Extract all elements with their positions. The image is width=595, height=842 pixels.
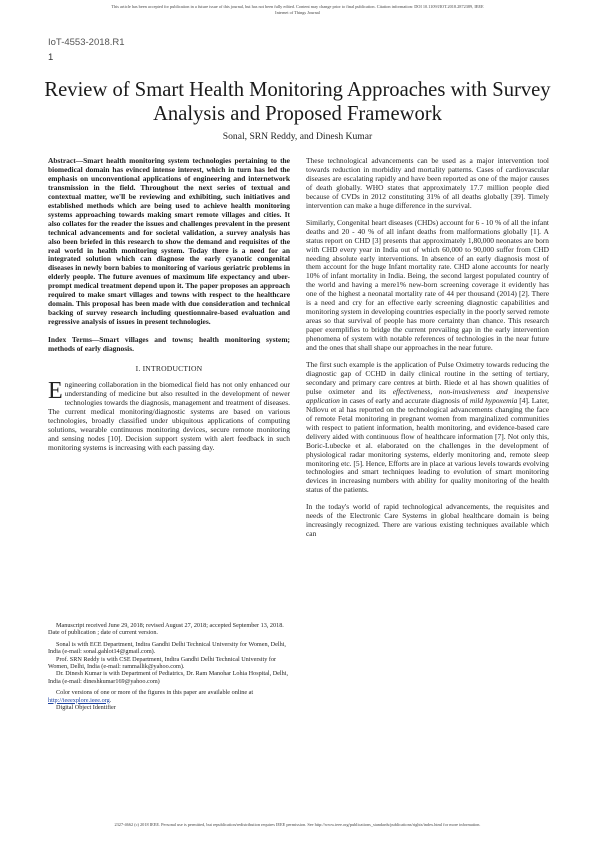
acceptance-banner	[10, 4, 585, 15]
banner-line-2: Internet of Things Journal	[275, 9, 320, 15]
section-heading-introduction: I. INTRODUCTION	[135, 364, 203, 374]
body-paragraph-1: These technological advancements can be used as a major intervention tool towards reduction in morbidity and mortality patterns. Cases of cardiovascular diseases are escalating rapidly and have been reported as one of the major causes of death globally. WHO states that approximately 17.7 million people died because of CVDs in 2012 constituting 31% of all deaths globally [39]. Timely intervention can make a huge difference in the survival.	[306, 156, 549, 210]
footnote-doi: Digital Object Identifier	[56, 704, 116, 712]
footnotes	[48, 622, 290, 715]
p3-part-c: [4]. Later, Ndlovu et al has reported on the technological advancements changing the face of remote Fetal monitoring in pregnant women from marginalized communities with respect to patient information, health monitoring, and evidence-based care delivery aided with continuous flow of healthcare information [7]. Not only this, Boric-Lubecke et al. elaborated on the challenges in the development of physiological radar monitoring systems, elderly monitoring and, remote sleep monitoring etc. [5]. Hence, Efforts are in place at various levels towards evolving technologies and smart techniques leading to evolution of smart monitoring devices in increasing numbers with ability for quality monitoring of the health status of the patients.	[306, 395, 549, 495]
color-note-suffix: .	[109, 696, 112, 704]
p3-emphasis-2: mild hypoxemia	[469, 395, 518, 405]
footnote-color-versions	[48, 689, 290, 704]
footnote-received: Manuscript received June 29, 2018; revised August 27, 2018; accepted September 13, 2018. Date of publication ; date of current version.	[48, 622, 284, 637]
paper-title: Review of Smart Health Monitoring Approaches with Survey Analysis and Proposed Framework	[44, 79, 551, 125]
manuscript-id: IoT-4553-2018.R1	[48, 37, 125, 48]
right-column	[306, 157, 549, 547]
author-list: Sonal, SRN Reddy, and Dinesh Kumar	[222, 131, 373, 142]
banner-line-1: This article has been accepted for publication in a future issue of this journal, but has not been fully edited. Content may change prior to final publication. Citation information: DOI 10.1109/JIOT.2018.2872389, IEEE	[111, 4, 484, 9]
body-paragraph-3	[306, 361, 549, 495]
p3-emphasis-1: effectiveness, non-invasiveness and inexpensive application	[306, 386, 549, 405]
p3-part-b: in cases of early and accurate diagnosis of	[339, 395, 470, 405]
page-number: 1	[48, 52, 54, 63]
body-paragraph-4: In the today's world of rapid technological advancements, the requisites and needs of the Electronic Care Systems in global healthcare domain is being increasingly recognized. There are various existing techniques available which can	[306, 502, 549, 539]
footnote-author-kumar: Dr. Dinesh Kumar is with Department of Pediatrics, Dr. Ram Manohar Lohia Hospital, Delhi, India (e-mail: dineshkumar169@yahoo.com)	[48, 670, 288, 685]
index-terms: Index Terms—Smart villages and towns; health monitoring system; methods of early diagnosis.	[48, 335, 290, 354]
body-paragraph-2: Similarly, Congenital heart diseases (CHDs) account for 6 - 10 % of all the infant deaths and 20 - 40 % of all infant deaths from malformations globally [1]. A status report on CHD [3] presents that approximately 1,80,000 neonates are born with CHD every year in India out of which 60,000 to 90,000 suffer from CHD needing absolute early interventions. In absence of an early diagnosis most of them account for the huge Infant mortality rate. CHD alone accounts for nearly 10% of infant mortality in India. Being, the second largest populated country of the world and having a mere1% new-born screening coverage it evidently has one of the highest a neonatal mortality rate of 44 per thousand (2014) [2]. There is a need and cry for an effective early screening diagnostic capabilities and monitoring system in developing countries especially in the poorly served remote areas so that survival of people has more certainty than chance. This research paper exemplifies to bridge the current prevailing gap in the early intervention phenomena of system with notable references of technologies in the near future and the ones that shall shape our approaches in the near future.	[306, 217, 549, 353]
introduction-paragraph	[48, 377, 290, 453]
copyright-footer: 2327-4662 (c) 2018 IEEE. Personal use is permitted, but republication/redistribution requires IEEE permission. See http://www.ieee.org/publications_standards/publications/rights/index.html for more information.	[114, 822, 481, 827]
drop-cap: E	[48, 377, 63, 404]
abstract: Abstract—Smart health monitoring system technologies pertaining to the biomedical domain has evinced intense interest, which in turn has led the emphasis on unconventional applications of engineering and internetwork transmission in the field. Throughout the next series of textual and contextual matter, we'll be reviewing and exhibiting, such initiatives and established methods which are being used to achieve health monitoring systems approaching towards making smart remote villages and cities. It also collates for the reader the issues and challenges prevalent in the present technical advancements and for societal validation, a survey analysis has also been briefed in this research to show the demand and requisites of the real world in health monitoring system. Today there is a need for an integrated solution which can diagnose the early cyanotic congenital diseases in newly born babies to monitoring of various geriatric problems in elderly people. The future avenues of maximum life expectancy and uber-prompt medical treatment depend upon it. The paper proposes an approach required to make smart villages and towns with respect to the healthcare domain. This proposal has been made with due consideration and technical backing of survey research including questionnaire-based evaluation and regressive analysis of issues in present technologies.	[48, 156, 290, 327]
introduction-text: ngineering collaboration in the biomedical field has not only enhanced our understanding of medicine but also resulted in the development of newer technologies towards the diagnosis, management and treatment of diseases. The current medical monitoring/diagnostic systems are based on various technologies, broadly classified under ubiquitous applications of computing solutions, wearable continuous monitoring devices, secure remote monitoring and sensing nodes [10]. Decision support system with alert feedback in such monitoring systems is increasing with each passing day.	[48, 379, 290, 452]
left-column	[48, 157, 290, 453]
color-note-text: Color versions of one or more of the figures in this paper are available online at	[56, 689, 254, 697]
footnote-author-reddy: Prof. SRN Reddy is with CSE Department, Indira Gandhi Delhi Technical University for Women, Delhi, India (e-mail: rammallik@yahoo.com).	[48, 655, 277, 671]
p3-part-a: The first such example is the application of Pulse Oximetry towards reducing the diagnostic gap of CCHD in daily clinical routine in the setting of tertiary, secondary and primary care centres at birth. Riede et al has shown qualities of pulse oximeter and its	[306, 360, 549, 396]
ieeexplore-link[interactable]: http://ieeexplore.ieee.org	[48, 696, 110, 704]
footnote-author-sonal: Sonal is with ECE Department, Indira Gandhi Delhi Technical University for Women, Delhi, India (e-mail: sonal.gahlot14@gmail.com).	[48, 640, 286, 656]
